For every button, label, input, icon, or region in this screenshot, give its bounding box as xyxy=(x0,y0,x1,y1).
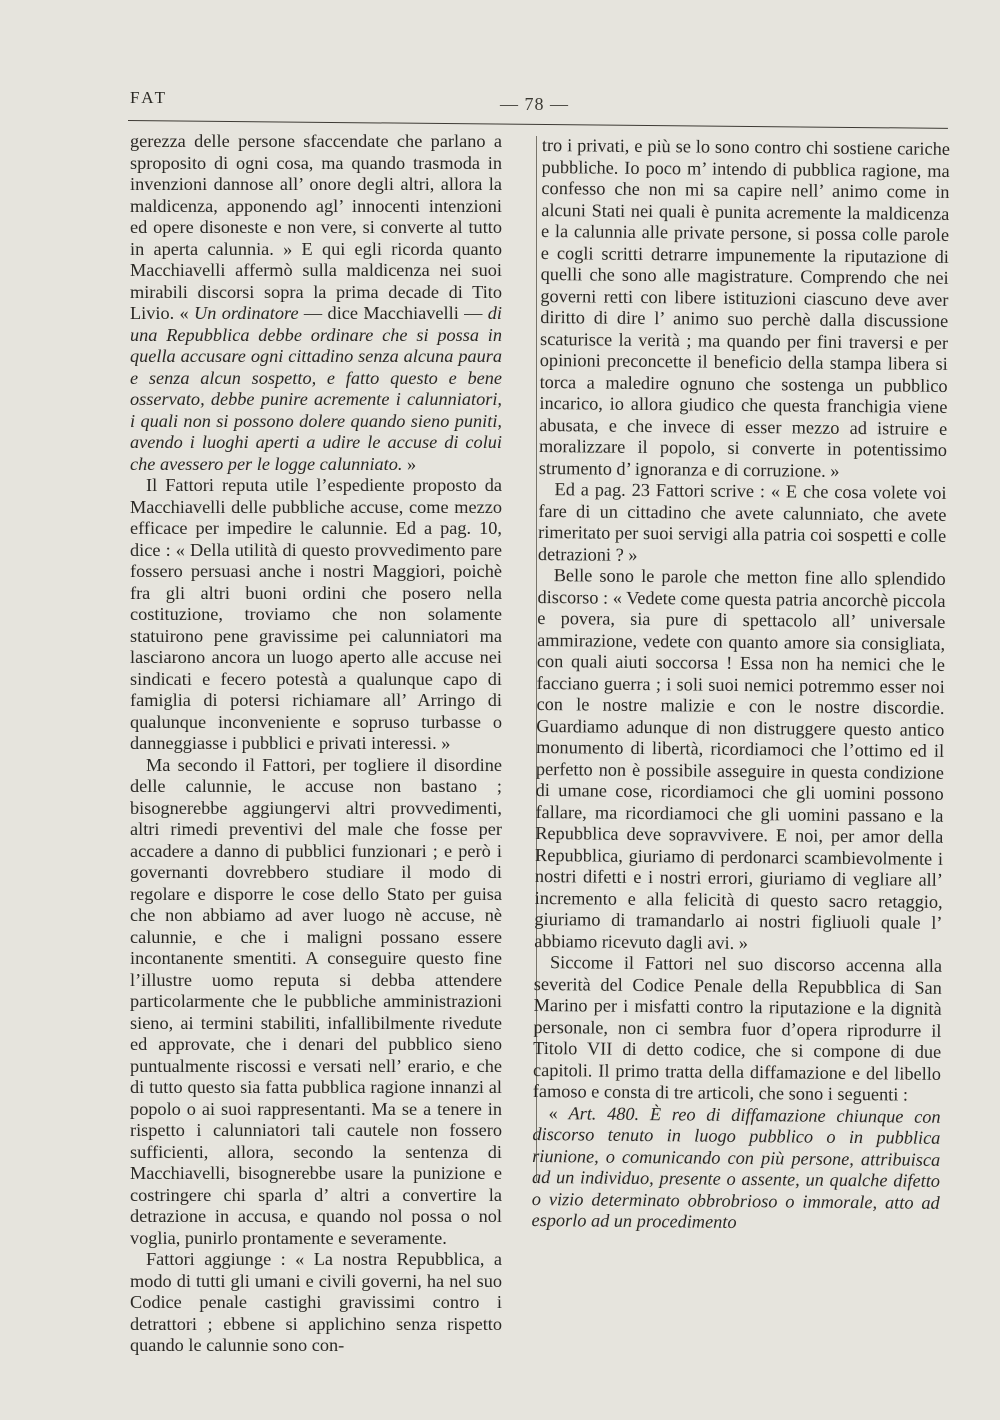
italic-article-text: Art. 480. È reo di diffamazione chiunque con discorso tenuto in luogo pubblico o in pubblica riunione, o comunicando con più persone, attribuisca ad un individuo, presente o assente, un qualche difetto o vizio determinato obbrobrioso o immorale, atto ad esporlo ad un procedimento xyxy=(531,1102,941,1232)
paragraph: Belle sono le parole che metton fine allo splendido discorso : « Vedete come questa patria ancorchè piccola e povera, sia pure di spettacolo all’ universale ammirazione, vedete con quanto amore sia consigliata, con quali aiuti soccorsa ! Essa non ha nemici che le facciano guerra ; i soli suoi nemici potremmo esser noi con le nostre malizie e con le nostre discordie. Guardiamo adunque di non distruggere questo antico monumento di libertà, ricordiamoci che l’ottimo ed il perfetto non è possibile asseguire in questa condizione di umane cose, ricordiamoci che gli uomini possono fallare, ma ricordiamoci che gli uomini passano e la Repubblica deve sopravvivere. E noi, per amor della Repubblica, giuriamo di perdonarci scambievolmente i nostri difetti e i nostri errori, giuriamo di vegliare all’ incremento e alla felicità di questo sacro retaggio, giuriamo di tramandarlo ai nostri figliuoli quale l’ abbiamo ricevuto dagli avi. » xyxy=(534,565,946,953)
paragraph: Ma secondo il Fattori, per togliere il disordine delle calunnie, le accuse non bastano ; bisognerebbe aggiungervi altri provvedimenti, altri rimedi preventivi del male che fosse per accadere a danno di pubblici funzionari ; e però i governanti dovrebbero studiare il modo di regolare e disporre le cose dello Stato per guisa che non abbiamo ad aver luogo nè accuse, nè calunnie, e che i maligni possano essere incontanente smentiti. A conseguire questo fine l’illustre uomo reputa si debba attendere particolarmente che le pubbliche amministrazioni sieno, ai termini stabiliti, infallibilmente rivedute ed approvate, che i denari del pubblico sieno puntualmente riscossi e versati nell’ erario, e che di tutto questo sia fatta pubblica ragione innanzi al popolo o ai suoi rappresentanti. Ma se a tenere in rispetto i calunniatori tali cautele non fossero sufficienti, allora, secondo la sentenza di Macchiavelli, bisognerebbe usare la punizione e costringere chi sparla d’ altri a convertire la detrazione in accusa, e quando nol possa o nol voglia, punirlo prontamente e severamente. xyxy=(130,754,502,1248)
paragraph-text: » xyxy=(402,453,417,474)
paragraph-text: « xyxy=(548,1102,569,1123)
paragraph-text: gerezza delle persone sfaccendate che parlano a sproposito di ogni cosa, ma quando trasmoda in invenzioni dannose all’ onore degli altri, allora la maldicenza, apponendo agl’ innocenti intenzioni ed opere disoneste e non vere, si converte al tutto in aperta calunnia. » E qui egli ricorda quanto Macchiavelli affermò sulla maldicenza nei suoi mirabili discorsi sopra la prima decade di Tito Livio. « xyxy=(130,131,502,323)
paragraph: tro i privati, e più se lo sono contro chi sostiene cariche pubbliche. Io poco m’ intendo di pubblica ragione, ma confesso che non mi sa capire nell’ animo come in alcuni Stati nei quali è punita acremente la maldicenza e la calunnia alle private persone, si possa colle parole e cogli scritti detrarre impunemente la riputazione di quelli che sono alle magistrature. Comprendo che nei governi retti con libere istituzioni ciascuno deve aver diritto di dire l’ animo suo perchè dalla discussione scaturisce la verità ; ma quando per fini traversi e per opinioni preconcette il beneficio della stampa libera si torca a maledire ognuno che sostenga un pubblico incarico, io allora giudico che questa franchigia viene abusata, e che invece di esser mezzo ad istruire e moralizzare il popolo, si converte in potentissimo strumento d’ ignoranza e di corruzione. » xyxy=(538,135,950,481)
paragraph xyxy=(130,131,502,475)
header-rule xyxy=(128,120,948,129)
paragraph: Ed a pag. 23 Fattori scrive : « E che cosa volete voi fare di un cittadino che avete calunniato, che avete rimeritato per suoi servigi alla patria coi sospetti e colle detrazioni ? » xyxy=(537,479,947,565)
italic-quote: di una Repubblica debbe ordinare che si possa in quella accusare ogni cittadino senza alcuna paura e senza alcun sospetto, e fatto questo e bene osservato, debbe punire acremente i calunniatori, i quali non si possono dolere quando sieno puniti, avendo i luoghi aperti a udire le accuse di colui che avessero per le logge calunniato. xyxy=(130,303,502,474)
paragraph: Siccome il Fattori nel suo discorso accenna alla severità del Codice Penale della Repubblica di San Marino per i misfatti contro la riputazione e la dignità personale, non ci sembra fuor d’opera riprodurre il Titolo VII di detto codice, che si compone di due capitoli. Il primo tratta della diffamazione e del libello famoso e consta di tre articoli, che sono i seguenti : xyxy=(532,952,943,1105)
right-column xyxy=(531,135,950,1235)
italic-quote: Un ordinatore xyxy=(194,303,299,323)
left-column xyxy=(130,131,502,1357)
paragraph-text: — dice Macchiavelli — xyxy=(298,303,488,323)
paragraph: Il Fattori reputa utile l’espediente proposto da Macchiavelli delle pubbliche accuse, come mezzo efficace per impedire le calunnie. Ed a pag. 10, dice : « Della utilità di questo provvedimento pare fossero persuasi anche i nostri Maggiori, poichè fra gli altri buoni ordini che posero nella costituzione, troviamo che non solamente statuirono pene gravissime pei calunniatori ma lasciarono ancora un luogo aperto alle accuse nei sindicati e fecero potestà a qualunque capo di famiglia di potersi richiamare all’ Arringo di qualunque inconveniente e sopruso turbasse o danneggiasse i pubblici e privati interessi. » xyxy=(130,475,502,753)
page-number: — 78 — xyxy=(500,94,569,114)
paragraph: Fattori aggiunge : « La nostra Repubblica, a modo di tutti gli umani e civili governi, ha nel suo Codice penale castighi gravissimi contro i detrattori ; ebbene si applichino senza rispetto quando le calunnie sono con- xyxy=(130,1249,502,1355)
paragraph xyxy=(531,1102,940,1235)
running-title: FAT xyxy=(130,88,168,107)
